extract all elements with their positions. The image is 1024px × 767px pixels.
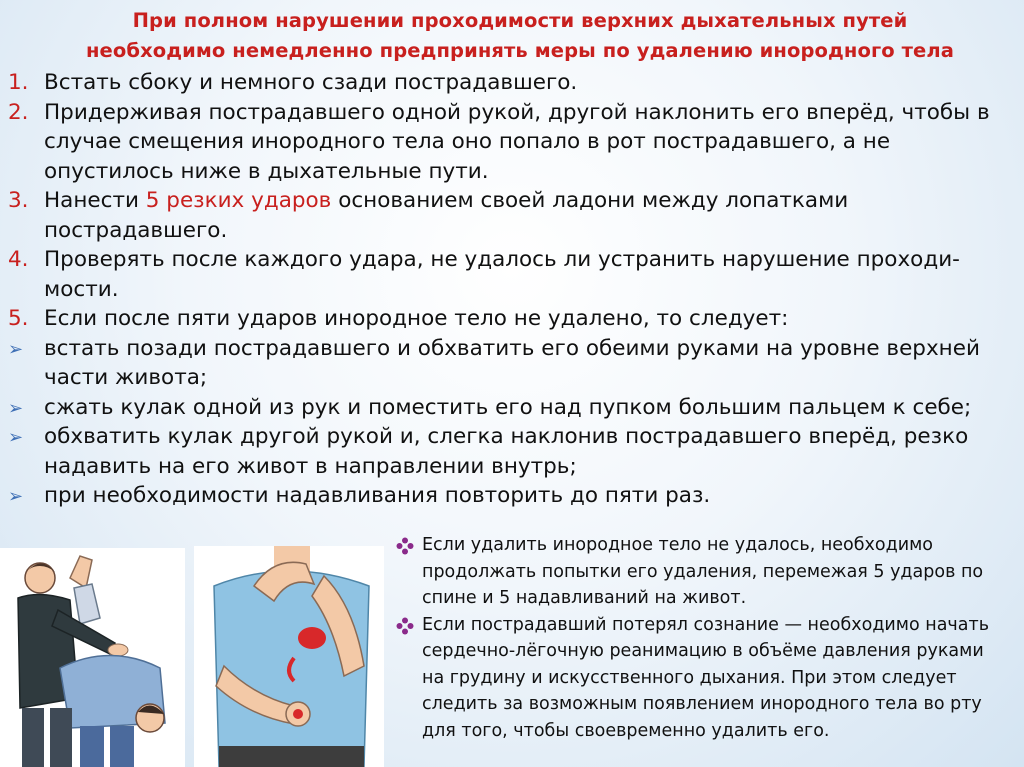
- notes-list: [392, 532, 992, 744]
- step-text-before: Нанести: [44, 188, 146, 213]
- step-text: Если после пяти ударов инородное тело не удалено, то следует:: [44, 306, 789, 331]
- step-text: Придерживая пострадавшего одной рукой, другой наклонить его вперёд, чтобы в случае смещения инородного тела оно попало в рот пострадавшего, а не опустилось ниже в дыхательные пути.: [44, 99, 990, 184]
- arrow-bullet-icon: ➢: [8, 397, 24, 419]
- step-4: [8, 245, 1018, 304]
- instructions-list: [8, 68, 1018, 511]
- substep-2: [8, 393, 1018, 423]
- substep-1: [8, 334, 1018, 393]
- substep-4: [8, 481, 1018, 511]
- note-text: Если пострадавший потерял сознание — необходимо начать сердечно-лёгочную реанимацию в объёме давления руками на грудину и искусственного дыхания. При этом следует следить за возможным появлением инородного тела во рту для того, чтобы своевременно удалить его.: [422, 614, 990, 741]
- substep-text: при необходимости надавливания повторить до пяти раз.: [44, 483, 711, 508]
- note-1: [392, 532, 992, 612]
- step-text: Проверять после каждого удара, не удалось ли устранить нарушение проходи-мости.: [44, 247, 960, 302]
- step-text-after: основанием своей ладони между лопатками пострадавшего.: [44, 188, 849, 243]
- step-highlight: 5 резких ударов: [145, 188, 332, 213]
- substep-text: встать позади пострадавшего и обхватить его обеими руками на уровне верхней части живота;: [44, 335, 980, 390]
- title-line-1: При полном нарушении проходимости верхних дыхательных путей: [132, 9, 908, 32]
- step-number: 1.: [8, 70, 29, 95]
- note-2: [392, 612, 992, 745]
- step-5: [8, 304, 1018, 334]
- diamond-bullet-icon: [396, 617, 414, 635]
- note-text: Если удалить инородное тело не удалось, необходимо продолжать попытки его удаления, перемежая 5 ударов по спине и 5 надавливаний на живот.: [422, 535, 984, 608]
- step-number: 2.: [8, 99, 29, 125]
- substep-text: сжать кулак одной из рук и поместить его над пупком большим пальцем к себе;: [44, 394, 972, 420]
- arrow-bullet-icon: ➢: [8, 486, 24, 507]
- back-blows-illustration: [0, 548, 185, 767]
- substep-3: [8, 422, 1018, 481]
- step-number: 5.: [8, 306, 29, 331]
- step-number: 4.: [8, 247, 29, 272]
- arrow-bullet-icon: ➢: [8, 427, 24, 448]
- page-title: [40, 6, 1000, 66]
- step-3: [8, 186, 1018, 245]
- step-1: [8, 68, 1018, 98]
- substep-text: обхватить кулак другой рукой и, слегка наклонив пострадавшего вперёд, резко надавить на его живот в направлении внутрь;: [44, 424, 969, 479]
- step-2: [8, 98, 1018, 187]
- diamond-bullet-icon: [396, 537, 414, 555]
- step-number: 3.: [8, 188, 29, 213]
- choking-person-illustration: [194, 546, 384, 767]
- arrow-bullet-icon: ➢: [8, 338, 24, 360]
- title-line-2: необходимо немедленно предпринять меры по удалению инородного тела: [85, 39, 955, 62]
- step-text: Встать сбоку и немного сзади пострадавшего.: [44, 70, 578, 95]
